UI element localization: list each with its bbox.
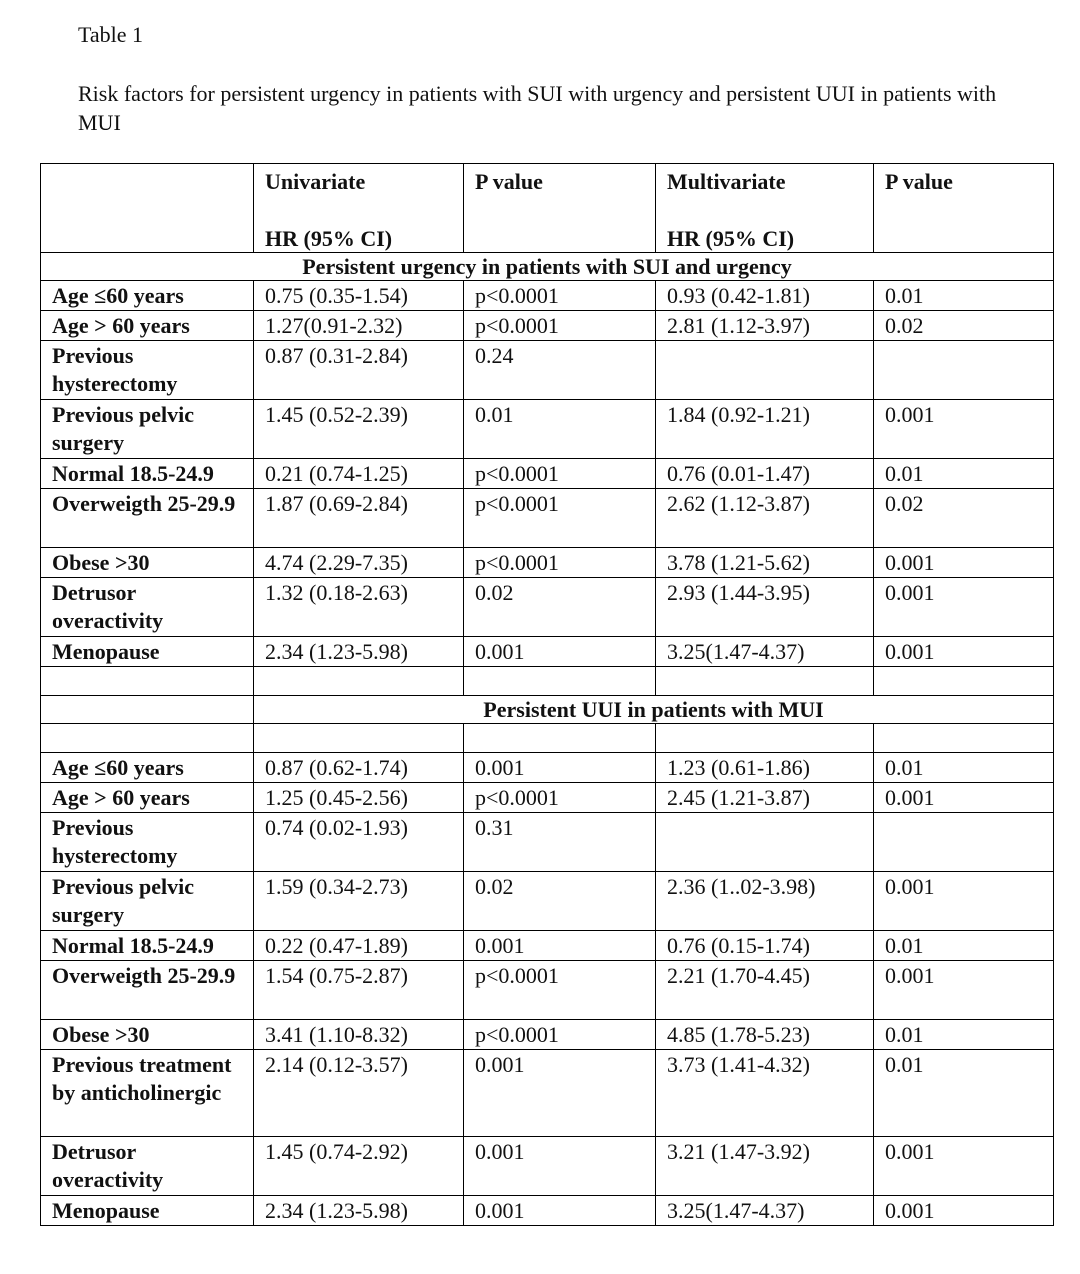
multivariate-p-value: 0.01 xyxy=(874,459,1054,489)
table-row xyxy=(41,281,1054,311)
row-label: Age ≤60 years xyxy=(41,281,254,311)
multivariate-p-value: 0.01 xyxy=(874,1050,1054,1137)
table-row xyxy=(41,400,1054,459)
empty-cell xyxy=(41,696,254,724)
multivariate-hr-value: 0.76 (0.01-1.47) xyxy=(656,459,874,489)
univariate-p-value: p<0.0001 xyxy=(464,489,656,548)
section-header-row xyxy=(41,696,1054,724)
univariate-hr-value: 2.14 (0.12-3.57) xyxy=(254,1050,464,1137)
multivariate-hr-value: 4.85 (1.78-5.23) xyxy=(656,1020,874,1050)
row-label: Age ≤60 years xyxy=(41,753,254,783)
header-multivariate xyxy=(656,164,874,253)
multivariate-p-value xyxy=(874,813,1054,872)
multivariate-hr-value: 2.45 (1.21-3.87) xyxy=(656,783,874,813)
row-label: Previous hysterectomy xyxy=(41,813,254,872)
table-row xyxy=(41,548,1054,578)
header-univariate-hr: HR (95% CI) xyxy=(265,226,393,251)
multivariate-hr-value: 2.62 (1.12-3.87) xyxy=(656,489,874,548)
table-row xyxy=(41,1050,1054,1137)
table-row xyxy=(41,637,1054,667)
table-row xyxy=(41,753,1054,783)
row-label: Previous pelvic surgery xyxy=(41,872,254,931)
table-row xyxy=(41,1196,1054,1226)
row-label: Menopause xyxy=(41,1196,254,1226)
univariate-p-value: p<0.0001 xyxy=(464,311,656,341)
multivariate-hr-value: 3.21 (1.47-3.92) xyxy=(656,1137,874,1196)
empty-cell xyxy=(254,667,464,696)
empty-cell xyxy=(656,667,874,696)
table-row xyxy=(41,489,1054,548)
univariate-hr-value: 1.45 (0.52-2.39) xyxy=(254,400,464,459)
row-label: Normal 18.5-24.9 xyxy=(41,459,254,489)
table-row xyxy=(41,783,1054,813)
multivariate-hr-value: 3.25(1.47-4.37) xyxy=(656,637,874,667)
multivariate-p-value: 0.001 xyxy=(874,578,1054,637)
univariate-p-value: 0.001 xyxy=(464,1196,656,1226)
section-title: Persistent urgency in patients with SUI and urgency xyxy=(41,253,1054,281)
row-label: Normal 18.5-24.9 xyxy=(41,931,254,961)
univariate-hr-value: 1.54 (0.75-2.87) xyxy=(254,961,464,1020)
univariate-p-value: 0.001 xyxy=(464,637,656,667)
multivariate-p-value: 0.001 xyxy=(874,872,1054,931)
empty-cell xyxy=(874,667,1054,696)
row-label: Detrusor overactivity xyxy=(41,578,254,637)
row-label: Previous treatment by anticholinergic xyxy=(41,1050,254,1137)
multivariate-hr-value: 0.93 (0.42-1.81) xyxy=(656,281,874,311)
row-label: Overweigth 25-29.9 xyxy=(41,489,254,548)
univariate-p-value: 0.02 xyxy=(464,872,656,931)
row-label: Overweigth 25-29.9 xyxy=(41,961,254,1020)
univariate-p-value: p<0.0001 xyxy=(464,281,656,311)
header-p-value-2: P value xyxy=(874,164,1054,253)
multivariate-hr-value: 2.21 (1.70-4.45) xyxy=(656,961,874,1020)
multivariate-p-value: 0.01 xyxy=(874,1020,1054,1050)
row-label: Age > 60 years xyxy=(41,311,254,341)
univariate-hr-value: 0.75 (0.35-1.54) xyxy=(254,281,464,311)
multivariate-hr-value xyxy=(656,813,874,872)
table-row xyxy=(41,578,1054,637)
univariate-p-value: 0.001 xyxy=(464,1050,656,1137)
multivariate-p-value: 0.001 xyxy=(874,1196,1054,1226)
table-row xyxy=(41,341,1054,400)
table-row xyxy=(41,931,1054,961)
multivariate-p-value xyxy=(874,341,1054,400)
univariate-p-value: 0.001 xyxy=(464,753,656,783)
empty-cell xyxy=(41,724,254,753)
table-body xyxy=(41,164,1054,1226)
univariate-hr-value: 1.45 (0.74-2.92) xyxy=(254,1137,464,1196)
spacer-row xyxy=(41,724,1054,753)
header-univariate-label: Univariate xyxy=(265,169,366,194)
multivariate-p-value: 0.01 xyxy=(874,281,1054,311)
univariate-p-value: 0.02 xyxy=(464,578,656,637)
univariate-p-value: 0.001 xyxy=(464,931,656,961)
header-cell-empty xyxy=(41,164,254,253)
row-label: Obese >30 xyxy=(41,548,254,578)
header-p-value-1: P value xyxy=(464,164,656,253)
row-label: Obese >30 xyxy=(41,1020,254,1050)
univariate-hr-value: 1.27(0.91-2.32) xyxy=(254,311,464,341)
multivariate-hr-value: 3.25(1.47-4.37) xyxy=(656,1196,874,1226)
row-label: Previous hysterectomy xyxy=(41,341,254,400)
empty-cell xyxy=(464,667,656,696)
univariate-p-value: p<0.0001 xyxy=(464,961,656,1020)
table-caption xyxy=(78,20,1038,137)
section-header-row xyxy=(41,253,1054,281)
univariate-p-value: 0.24 xyxy=(464,341,656,400)
univariate-p-value: p<0.0001 xyxy=(464,783,656,813)
multivariate-p-value: 0.01 xyxy=(874,753,1054,783)
univariate-hr-value: 2.34 (1.23-5.98) xyxy=(254,637,464,667)
univariate-hr-value: 1.32 (0.18-2.63) xyxy=(254,578,464,637)
multivariate-p-value: 0.02 xyxy=(874,311,1054,341)
table-row xyxy=(41,961,1054,1020)
empty-cell xyxy=(254,724,464,753)
table-description: Risk factors for persistent urgency in patients with SUI with urgency and persistent UUI in patients with MUI xyxy=(78,81,997,135)
multivariate-hr-value xyxy=(656,341,874,400)
multivariate-p-value: 0.001 xyxy=(874,637,1054,667)
univariate-hr-value: 1.59 (0.34-2.73) xyxy=(254,872,464,931)
empty-cell xyxy=(41,667,254,696)
univariate-hr-value: 0.87 (0.62-1.74) xyxy=(254,753,464,783)
multivariate-p-value: 0.001 xyxy=(874,548,1054,578)
univariate-hr-value: 4.74 (2.29-7.35) xyxy=(254,548,464,578)
spacer-row xyxy=(41,667,1054,696)
multivariate-p-value: 0.01 xyxy=(874,931,1054,961)
table-row xyxy=(41,311,1054,341)
univariate-p-value: p<0.0001 xyxy=(464,1020,656,1050)
table-row xyxy=(41,1137,1054,1196)
empty-cell xyxy=(656,724,874,753)
table-row xyxy=(41,872,1054,931)
multivariate-hr-value: 3.73 (1.41-4.32) xyxy=(656,1050,874,1137)
row-label: Detrusor overactivity xyxy=(41,1137,254,1196)
multivariate-hr-value: 2.93 (1.44-3.95) xyxy=(656,578,874,637)
univariate-hr-value: 0.74 (0.02-1.93) xyxy=(254,813,464,872)
multivariate-hr-value: 1.84 (0.92-1.21) xyxy=(656,400,874,459)
empty-cell xyxy=(874,724,1054,753)
multivariate-hr-value: 1.23 (0.61-1.86) xyxy=(656,753,874,783)
univariate-hr-value: 1.87 (0.69-2.84) xyxy=(254,489,464,548)
univariate-p-value: p<0.0001 xyxy=(464,548,656,578)
multivariate-p-value: 0.001 xyxy=(874,961,1054,1020)
header-multivariate-hr: HR (95% CI) xyxy=(667,226,795,251)
univariate-p-value: 0.001 xyxy=(464,1137,656,1196)
univariate-hr-value: 3.41 (1.10-8.32) xyxy=(254,1020,464,1050)
univariate-p-value: p<0.0001 xyxy=(464,459,656,489)
table-row xyxy=(41,1020,1054,1050)
row-label: Menopause xyxy=(41,637,254,667)
row-label: Age > 60 years xyxy=(41,783,254,813)
header-univariate xyxy=(254,164,464,253)
multivariate-p-value: 0.001 xyxy=(874,783,1054,813)
table-row xyxy=(41,813,1054,872)
multivariate-p-value: 0.001 xyxy=(874,1137,1054,1196)
univariate-hr-value: 1.25 (0.45-2.56) xyxy=(254,783,464,813)
multivariate-hr-value: 2.81 (1.12-3.97) xyxy=(656,311,874,341)
multivariate-p-value: 0.001 xyxy=(874,400,1054,459)
section-title: Persistent UUI in patients with MUI xyxy=(254,696,1054,724)
table-header-row xyxy=(41,164,1054,253)
risk-factors-table xyxy=(40,163,1054,1226)
univariate-hr-value: 0.22 (0.47-1.89) xyxy=(254,931,464,961)
multivariate-hr-value: 0.76 (0.15-1.74) xyxy=(656,931,874,961)
multivariate-hr-value: 2.36 (1..02-3.98) xyxy=(656,872,874,931)
multivariate-hr-value: 3.78 (1.21-5.62) xyxy=(656,548,874,578)
univariate-hr-value: 0.87 (0.31-2.84) xyxy=(254,341,464,400)
empty-cell xyxy=(464,724,656,753)
univariate-p-value: 0.01 xyxy=(464,400,656,459)
row-label: Previous pelvic surgery xyxy=(41,400,254,459)
table-title: Table 1 xyxy=(78,22,144,47)
univariate-hr-value: 0.21 (0.74-1.25) xyxy=(254,459,464,489)
univariate-p-value: 0.31 xyxy=(464,813,656,872)
univariate-hr-value: 2.34 (1.23-5.98) xyxy=(254,1196,464,1226)
table-row xyxy=(41,459,1054,489)
multivariate-p-value: 0.02 xyxy=(874,489,1054,548)
header-multivariate-label: Multivariate xyxy=(667,169,786,194)
